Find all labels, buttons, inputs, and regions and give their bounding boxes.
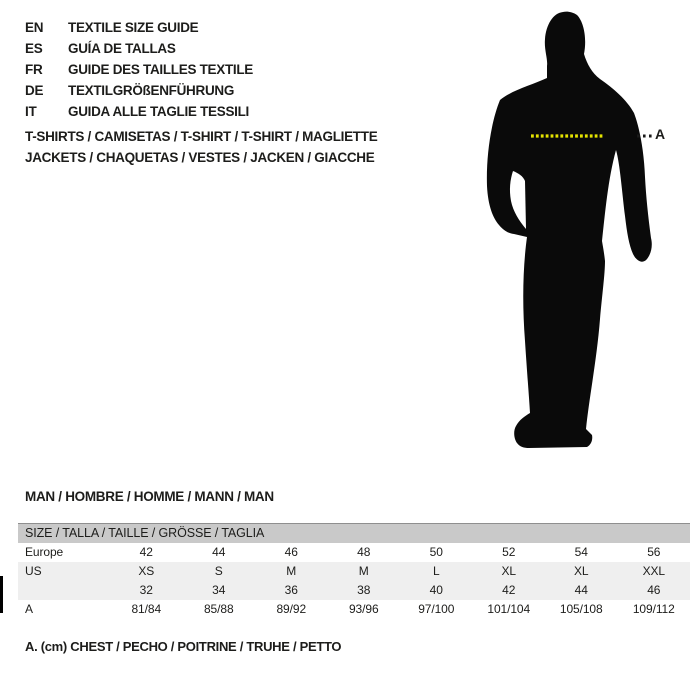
cell: 93/96 <box>348 602 379 616</box>
cell: 89/92 <box>276 602 307 616</box>
language-guide-block <box>25 17 253 122</box>
cell: 101/104 <box>487 602 531 616</box>
lang-code: ES <box>25 41 43 56</box>
cell: 105/108 <box>559 602 603 616</box>
category-line-jackets: JACKETS / CHAQUETAS / VESTES / JACKEN / GIACCHE <box>25 150 375 165</box>
lang-row-en <box>25 17 253 38</box>
lang-label: TEXTILGRÖßENFÜHRUNG <box>68 83 235 98</box>
cell: 48 <box>357 545 371 559</box>
cell: 34 <box>183 581 256 600</box>
left-edge-artifact <box>0 576 3 613</box>
cell: 32 <box>110 581 183 600</box>
chest-measure-label: A <box>655 126 666 142</box>
cell: XXL <box>618 562 691 581</box>
cell: 44 <box>545 581 618 600</box>
table-row-numeric <box>18 581 690 600</box>
cell: XS <box>110 562 183 581</box>
category-block <box>25 126 377 168</box>
row-label: A <box>25 602 33 616</box>
row-label <box>18 581 110 600</box>
cell: 97/100 <box>418 602 455 616</box>
lang-label: TEXTILE SIZE GUIDE <box>68 20 199 35</box>
man-silhouette <box>487 12 652 448</box>
lang-code: DE <box>25 83 44 98</box>
cell: M <box>328 562 401 581</box>
size-table <box>18 523 690 619</box>
cell: XL <box>473 562 546 581</box>
cell: 42 <box>473 581 546 600</box>
cell: 109/112 <box>632 602 675 616</box>
category-line-tshirts: T-SHIRTS / CAMISETAS / T-SHIRT / T-SHIRT / MAGLIETTE <box>25 129 378 144</box>
cell: 85/88 <box>203 602 234 616</box>
section-title-man: MAN / HOMBRE / HOMME / MANN / MAN <box>25 489 274 504</box>
lang-row-it <box>25 101 253 122</box>
measurement-footnote: A. (cm) CHEST / PECHO / POITRINE / TRUHE / PETTO <box>25 639 342 654</box>
cell: S <box>183 562 256 581</box>
lang-label: GUIDA ALLE TAGLIE TESSILI <box>68 104 249 119</box>
cell: 56 <box>647 545 661 559</box>
cell: L <box>400 562 473 581</box>
row-label: US <box>18 562 110 581</box>
cell: 36 <box>255 581 328 600</box>
cell: 81/84 <box>131 602 162 616</box>
lang-label: GUÍA DE TALLAS <box>68 41 176 56</box>
row-label: Europe <box>25 545 64 559</box>
lang-code: FR <box>25 62 43 77</box>
man-silhouette-figure <box>470 0 700 470</box>
cell: 38 <box>328 581 401 600</box>
lang-label: GUIDE DES TAILLES TEXTILE <box>68 62 254 77</box>
cell: 44 <box>212 545 226 559</box>
table-row-europe <box>18 543 690 562</box>
cell: 54 <box>574 545 588 559</box>
cell: 46 <box>284 545 298 559</box>
lang-row-es <box>25 38 253 59</box>
cell: 46 <box>618 581 691 600</box>
lang-row-de <box>25 80 253 101</box>
man-silhouette-svg <box>470 0 700 470</box>
lang-row-fr <box>25 59 253 80</box>
table-row-chest <box>18 600 690 619</box>
cell: 42 <box>139 545 153 559</box>
lang-code: EN <box>25 20 44 35</box>
cell: 50 <box>429 545 443 559</box>
cell: XL <box>545 562 618 581</box>
size-table-header: SIZE / TALLA / TAILLE / GRÖSSE / TAGLIA <box>18 524 690 543</box>
lang-code: IT <box>25 104 37 119</box>
cell: 52 <box>502 545 516 559</box>
cell: M <box>255 562 328 581</box>
size-table-header-row <box>18 524 690 543</box>
cell: 40 <box>400 581 473 600</box>
table-row-us <box>18 562 690 581</box>
